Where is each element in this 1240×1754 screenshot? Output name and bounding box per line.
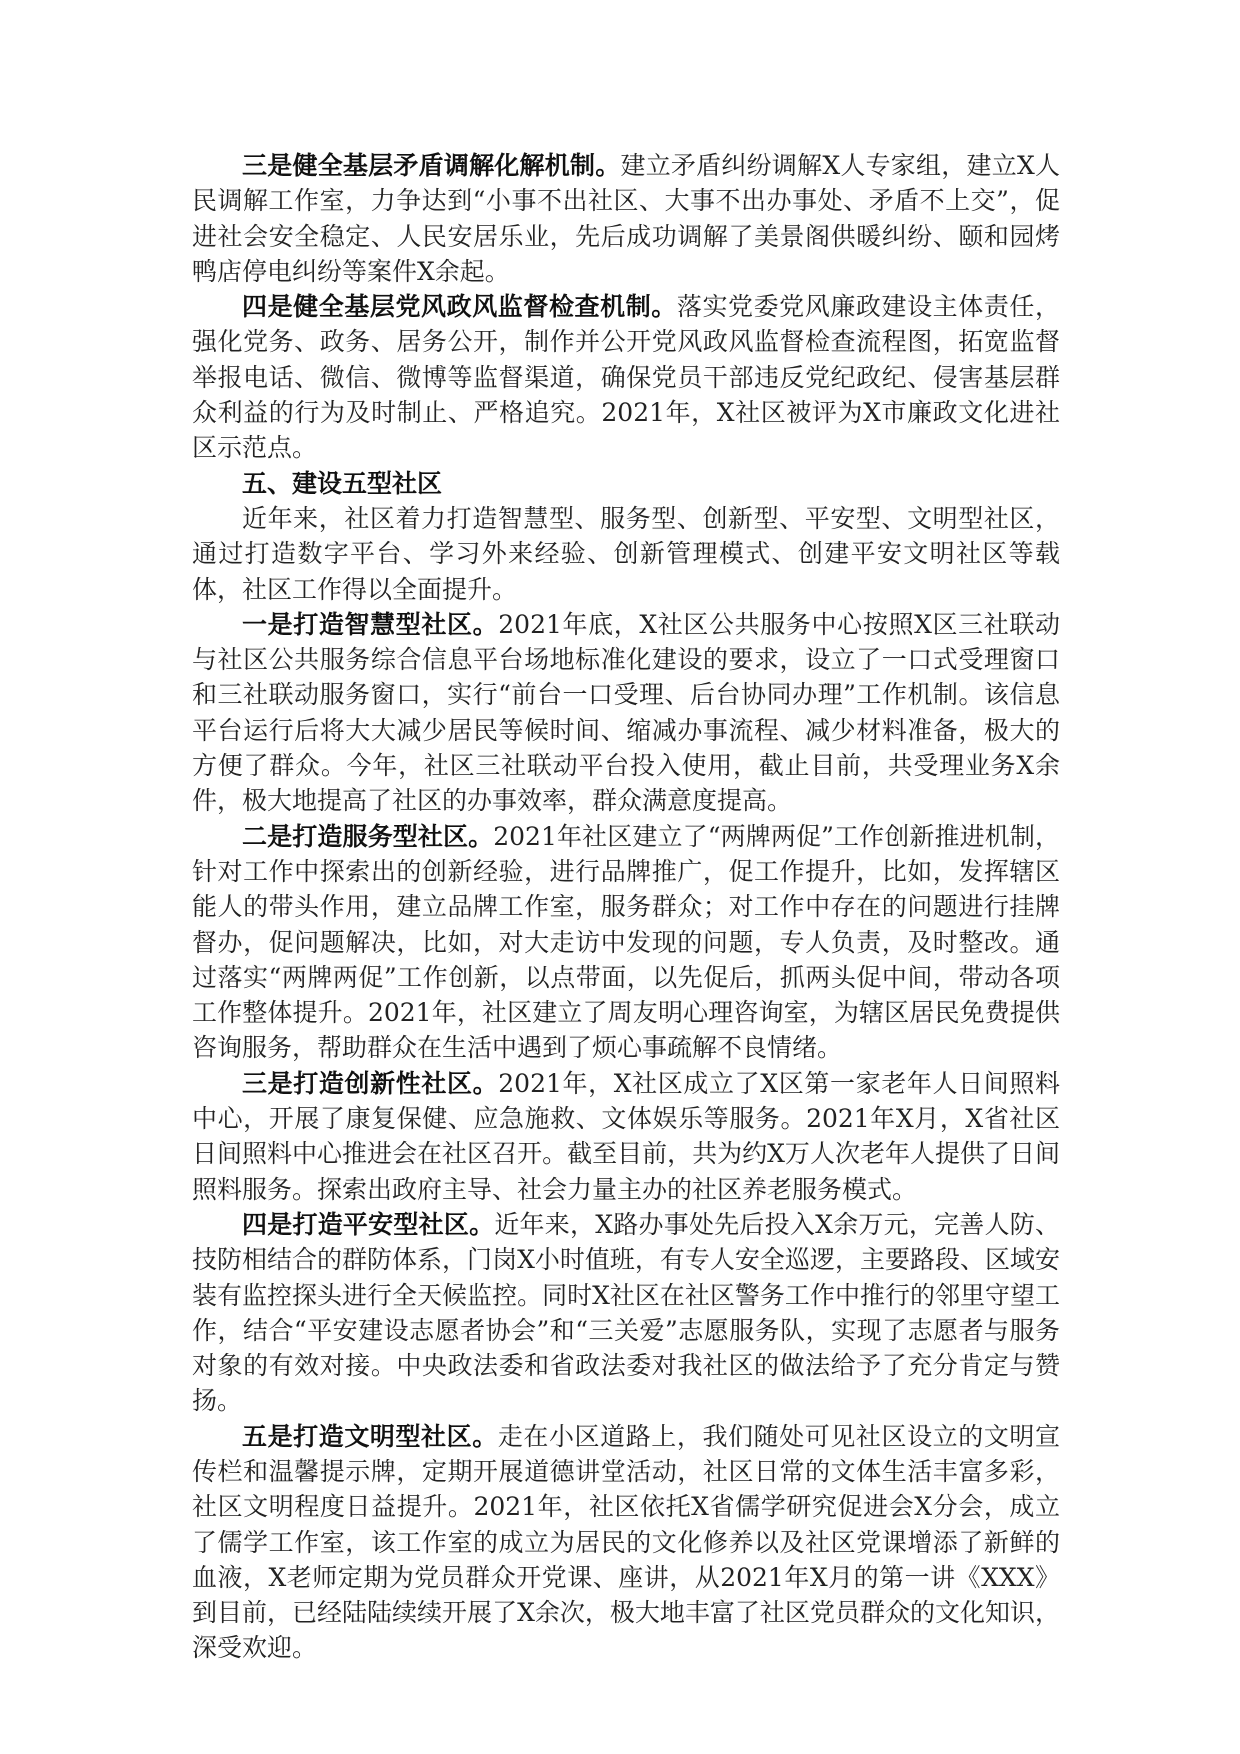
paragraph-civilized-community (192, 1419, 1060, 1666)
paragraph-body: 近年来，X路办事处先后投入X余万元，完善人防、技防相结合的群防体系，门岗X小时值班，有专人安全巡逻，主要路段、区域安装有监控探头进行全天候监控。同时X社区在社区警务工作中推行的邻里守望工作，结合“平安建设志愿者协会”和“三关爱”志愿服务队，实现了志愿者与服务对象的有效对接。中央政法委和省政法委对我社区的做法给予了充分肯定与赞扬。 (192, 1209, 1060, 1416)
paragraph-body: 建立矛盾纠纷调解X人专家组，建立X人民调解工作室，力争达到“小事不出社区、大事不出办事处、矛盾不上交”，促进社会安全稳定、人民安居乐业，先后成功调解了美景阁供暖纠纷、颐和园烤鸭店停电纠纷等案件X余起。 (192, 151, 1060, 286)
paragraph-safe-community (192, 1207, 1060, 1419)
paragraph-lead: 四是健全基层党风政风监督检查机制。 (242, 292, 677, 322)
paragraph-body: 2021年社区建立了“两牌两促”工作创新推进机制，针对工作中探索出的创新经验，进行品牌推广，促工作提升，比如，发挥辖区能人的带头作用，建立品牌工作室，服务群众；对工作中存在的问题进行挂牌督办，促问题解决，比如，对大走访中发现的问题，专人负责，及时整改。通过落实“两牌两促”工作创新，以点带面，以先促后，抓两头促中间，带动各项工作整体提升。2021年，社区建立了周友明心理咨询室，为辖区居民免费提供咨询服务，帮助群众在生活中遇到了烦心事疏解不良情绪。 (192, 821, 1060, 1063)
paragraph-body: 2021年底，X社区公共服务中心按照X区三社联动与社区公共服务综合信息平台场地标准化建设的要求，设立了一口式受理窗口和三社联动服务窗口，实行“前台一口受理、后台协同办理”工作机制。该信息平台运行后将大大减少居民等候时间、缩减办事流程、减少材料准备，极大的方便了群众。今年，社区三社联动平台投入使用，截止目前，共受理业务X余件，极大地提高了社区的办事效率，群众满意度提高。 (192, 609, 1060, 816)
paragraph-lead: 二是打造服务型社区。 (242, 821, 494, 851)
section-intro: 近年来，社区着力打造智慧型、服务型、创新型、平安型、文明型社区，通过打造数字平台、学习外来经验、创新管理模式、创建平安文明社区等载体，社区工作得以全面提升。 (192, 503, 1060, 604)
paragraph-body: 落实党委党风廉政建设主体责任，强化党务、政务、居务公开，制作并公开党风政风监督检查流程图，拓宽监督举报电话、微信、微博等监督渠道，确保党员干部违反党纪政纪、侵害基层群众利益的行为及时制止、严格追究。2021年，X社区被评为X市廉政文化进社区示范点。 (192, 292, 1060, 463)
paragraph-lead: 四是打造平安型社区。 (242, 1209, 495, 1239)
paragraph-body: 2021年，X社区成立了X区第一家老年人日间照料中心，开展了康复保健、应急施救、文体娱乐等服务。2021年X月，X省社区日间照料中心推进会在社区召开。截至目前，共为约X万人次老年人提供了日间照料服务。探索出政府主导、社会力量主办的社区养老服务模式。 (192, 1068, 1060, 1204)
paragraph-service-community (192, 819, 1060, 1066)
paragraph-mediation-mechanism (192, 148, 1060, 289)
document-page (192, 148, 1060, 1666)
paragraph-lead: 三是打造创新性社区。 (242, 1068, 499, 1098)
paragraph-innovative-community (192, 1066, 1060, 1207)
paragraph-smart-community (192, 607, 1060, 819)
paragraph-lead: 三是健全基层矛盾调解化解机制。 (242, 151, 621, 180)
paragraph-body: 走在小区道路上，我们随处可见社区设立的文明宣传栏和温馨提示牌，定期开展道德讲堂活动，社区日常的文体生活丰富多彩，社区文明程度日益提升。2021年，社区依托X省儒学研究促进会X分会，成立了儒学工作室，该工作室的成立为居民的文化修养以及社区党课增添了新鲜的血液，X老师定期为党员群众开党课、座讲，从2021年X月的第一讲《XXX》到目前，已经陆陆续续开展了X余次，极大地丰富了社区党员群众的文化知识，深受欢迎。 (192, 1421, 1060, 1663)
paragraph-lead: 五是打造文明型社区。 (242, 1421, 498, 1451)
section-heading: 五、建设五型社区 (242, 468, 443, 498)
paragraph-supervision-mechanism (192, 289, 1060, 465)
paragraph-lead: 一是打造智慧型社区。 (242, 609, 499, 639)
